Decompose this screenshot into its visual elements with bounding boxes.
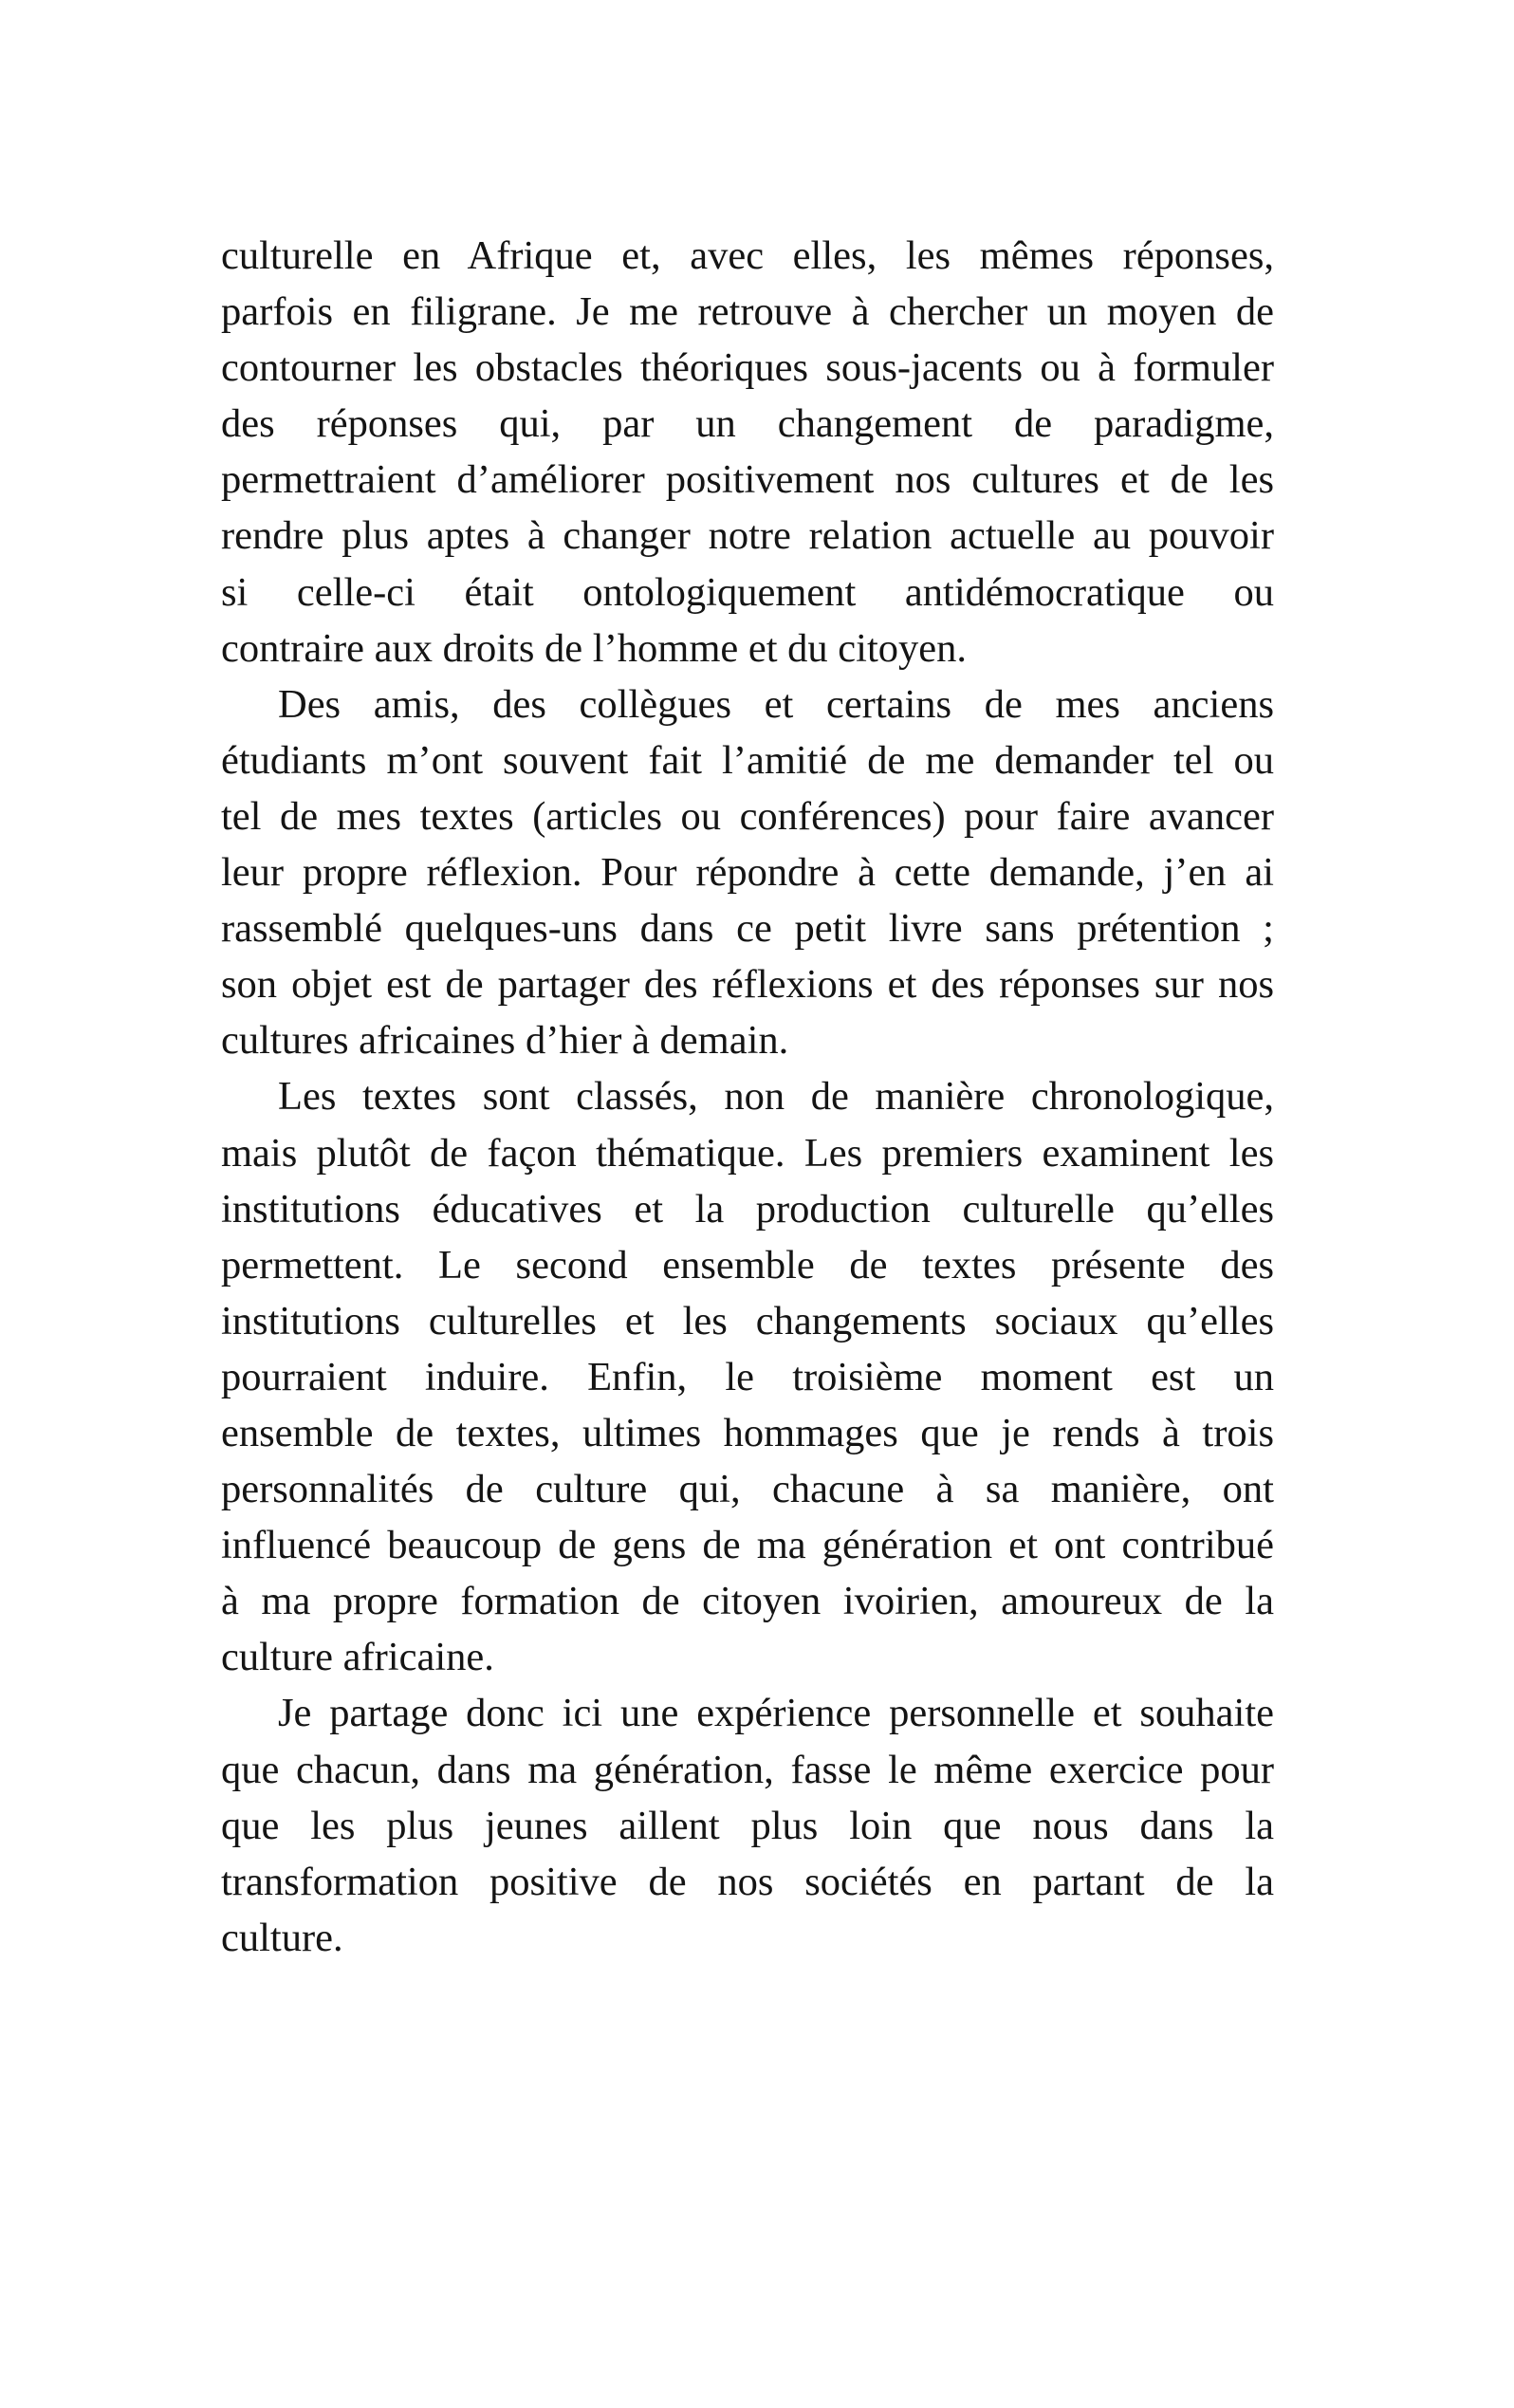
- text-line: rassemblé quelques-uns dans ce petit livre sans prétention ;: [221, 906, 1274, 952]
- text-line: permettraient d’améliorer positivement nos cultures et de les: [221, 457, 1274, 503]
- text-line: institutions éducatives et la production culturelle qu’elles: [221, 1186, 1274, 1232]
- text-line: mais plutôt de façon thématique. Les premiers examinent les: [221, 1130, 1274, 1176]
- text-line: leur propre réflexion. Pour répondre à cette demande, j’en ai: [221, 850, 1274, 896]
- text-line: cultures africaines d’hier à demain.: [221, 1018, 789, 1064]
- text-line: culture africaine.: [221, 1635, 494, 1680]
- text-line: des réponses qui, par un changement de paradigme,: [221, 401, 1274, 447]
- text-line: influencé beaucoup de gens de ma génération et ont contribué: [221, 1523, 1274, 1568]
- body-text: [221, 228, 1274, 1966]
- text-line: permettent. Le second ensemble de textes présente des: [221, 1242, 1274, 1287]
- text-line: institutions culturelles et les changements sociaux qu’elles: [221, 1298, 1274, 1343]
- text-line: ensemble de textes, ultimes hommages que je rends à trois: [221, 1410, 1274, 1455]
- text-line: parfois en filigrane. Je me retrouve à chercher un moyen de: [221, 289, 1274, 335]
- text-line: étudiants m’ont souvent fait l’amitié de me demander tel ou: [221, 737, 1274, 783]
- text-line: culture.: [221, 1915, 343, 1960]
- text-line: tel de mes textes (articles ou conférences) pour faire avancer: [221, 793, 1274, 839]
- text-line: rendre plus aptes à changer notre relation actuelle au pouvoir: [221, 513, 1274, 559]
- text-line: si celle-ci était ontologiquement antidémocratique ou: [221, 569, 1274, 615]
- paragraph-1: [221, 228, 1274, 676]
- text-line: contraire aux droits de l’homme et du citoyen.: [221, 625, 968, 671]
- paragraph-3: [221, 1068, 1274, 1685]
- paragraph-2: [221, 676, 1274, 1069]
- text-line: pourraient induire. Enfin, le troisième moment est un: [221, 1354, 1274, 1399]
- text-line: personnalités de culture qui, chacune à sa manière, ont: [221, 1467, 1274, 1512]
- text-line: Des amis, des collègues et certains de mes anciens: [278, 681, 1274, 727]
- text-line: que chacun, dans ma génération, fasse le même exercice pour: [221, 1747, 1274, 1792]
- text-line: culturelle en Afrique et, avec elles, les mêmes réponses,: [221, 233, 1274, 278]
- text-line: Les textes sont classés, non de manière chronologique,: [278, 1074, 1274, 1120]
- text-line: transformation positive de nos sociétés en partant de la: [221, 1859, 1274, 1904]
- text-line: à ma propre formation de citoyen ivoirien, amoureux de la: [221, 1579, 1274, 1624]
- text-line: contourner les obstacles théoriques sous-jacents ou à formuler: [221, 345, 1274, 391]
- text-line: Je partage donc ici une expérience personnelle et souhaite: [278, 1691, 1274, 1736]
- paragraph-4: [221, 1685, 1274, 1965]
- text-line: que les plus jeunes aillent plus loin que nous dans la: [221, 1803, 1274, 1848]
- text-line: son objet est de partager des réflexions et des réponses sur nos: [221, 962, 1274, 1008]
